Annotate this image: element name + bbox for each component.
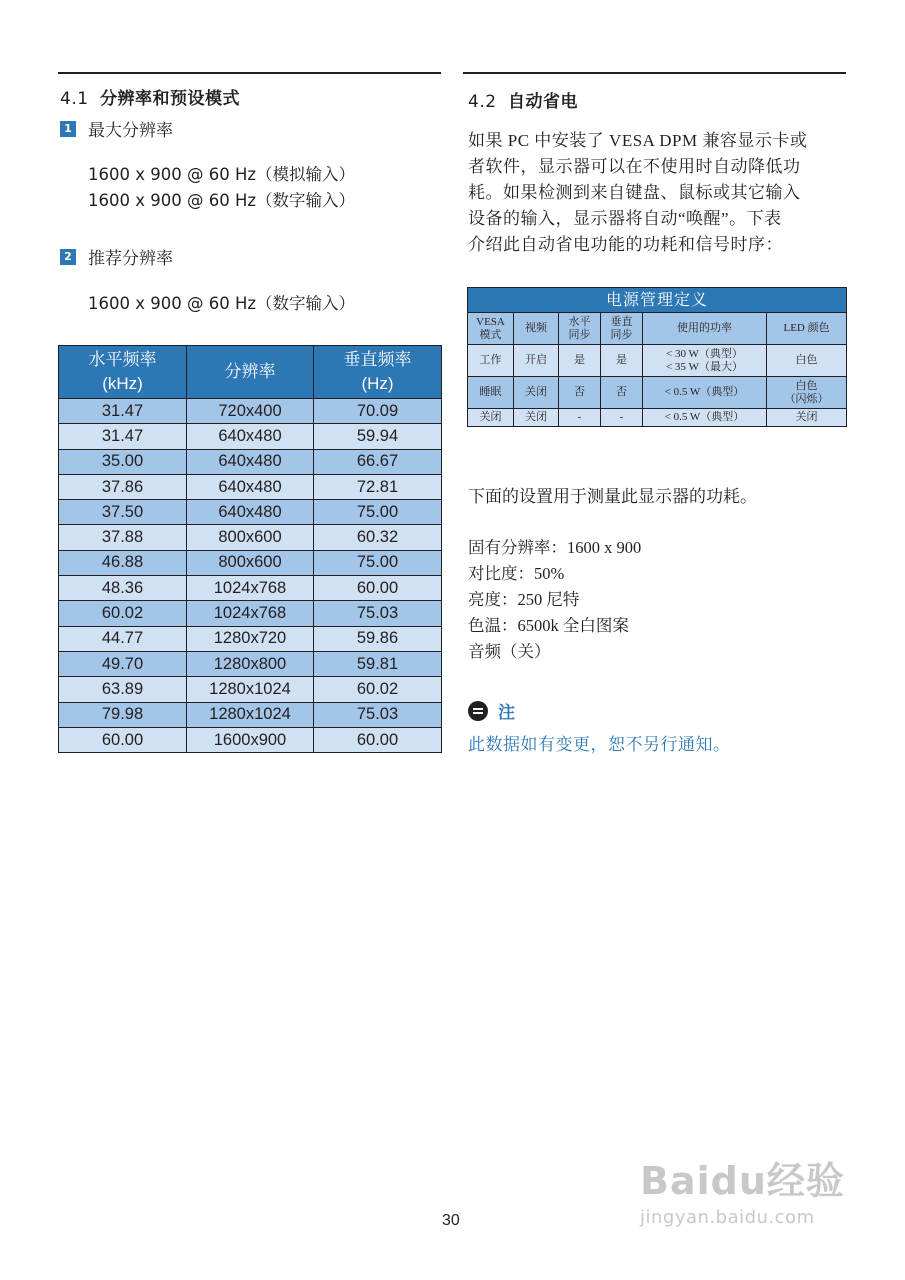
setting-brightness: 亮度：250 尼特 [468, 590, 580, 609]
section-4-2-heading [468, 87, 578, 112]
power-row [468, 377, 847, 409]
hfreq-cell: 63.89 [59, 677, 187, 702]
vfreq-cell: 59.86 [314, 626, 442, 651]
hfreq-cell: 35.00 [59, 449, 187, 474]
power-cell: < 0.5 W（典型） [643, 409, 767, 427]
resolution-cell: 720x400 [187, 399, 314, 424]
vfreq-cell: 72.81 [314, 474, 442, 499]
power-header-cell: VESA 模式 [468, 313, 514, 345]
note-text: 此数据如有变更，恕不另行通知。 [468, 735, 731, 754]
resolution-cell: 1280x800 [187, 651, 314, 676]
resolution-cell: 800x600 [187, 550, 314, 575]
power-table-caption: 电源管理定义 [468, 288, 847, 313]
power-cell: 白色 （闪烁） [767, 377, 847, 409]
table-row [59, 702, 442, 727]
table-row [59, 626, 442, 651]
resolution-cell: 800x600 [187, 525, 314, 550]
power-cell: 否 [601, 377, 643, 409]
power-cell: < 30 W（典型） < 35 W（最大） [643, 345, 767, 377]
measurement-settings [468, 535, 641, 665]
max-resolution-analog: 1600 x 900 @ 60 Hz（模拟输入） [88, 165, 356, 184]
power-header-row [468, 313, 847, 345]
power-table-caption-row [468, 288, 847, 313]
recommended-resolution-label: 推荐分辨率 [88, 249, 173, 269]
vfreq-cell: 59.81 [314, 651, 442, 676]
recommended-resolution-digital: 1600 x 900 @ 60 Hz（数字输入） [88, 294, 356, 313]
table-row [59, 651, 442, 676]
badge-2: 2 [60, 249, 76, 265]
vfreq-cell: 60.00 [314, 727, 442, 752]
max-resolution-label: 最大分辨率 [88, 121, 173, 141]
power-cell: < 0.5 W（典型） [643, 377, 767, 409]
power-cell: 工作 [468, 345, 514, 377]
power-cell: 关闭 [514, 377, 559, 409]
power-cell: 关闭 [514, 409, 559, 427]
resolution-cell: 640x480 [187, 449, 314, 474]
intro-line: 者软件，显示器可以在不使用时自动降低功 [468, 157, 801, 176]
vfreq-cell: 75.00 [314, 500, 442, 525]
recommended-resolution-heading [60, 244, 173, 269]
section-number: 4.2 [468, 92, 497, 112]
hfreq-cell: 48.36 [59, 576, 187, 601]
power-row [468, 345, 847, 377]
setting-color-temp: 色温：6500k 全白图案 [468, 616, 629, 635]
power-cell: 开启 [514, 345, 559, 377]
resolution-cell: 640x480 [187, 474, 314, 499]
table-row [59, 601, 442, 626]
hfreq-cell: 44.77 [59, 626, 187, 651]
table-row [59, 525, 442, 550]
power-cell: 是 [601, 345, 643, 377]
measure-intro: 下面的设置用于测量此显示器的功耗。 [468, 487, 757, 506]
table-row [59, 677, 442, 702]
watermark-logo [640, 1150, 845, 1228]
header-vfreq: 垂直频率 (Hz) [314, 346, 442, 399]
power-cell: - [559, 409, 601, 427]
badge-1: 1 [60, 121, 76, 137]
resolution-cell: 640x480 [187, 500, 314, 525]
note-heading [468, 698, 515, 723]
vfreq-cell: 60.02 [314, 677, 442, 702]
section-number: 4.1 [60, 89, 89, 109]
page-number: 30 [442, 1212, 460, 1229]
resolution-cell: 1280x1024 [187, 702, 314, 727]
hfreq-cell: 49.70 [59, 651, 187, 676]
resolution-cell: 1280x1024 [187, 677, 314, 702]
setting-audio: 音频（关） [468, 642, 551, 661]
resolution-cell: 640x480 [187, 424, 314, 449]
watermark-main: Baidu经验 [640, 1159, 845, 1203]
intro-line: 介绍此自动省电功能的功耗和信号时序： [468, 235, 783, 254]
resolution-cell: 1024x768 [187, 601, 314, 626]
vfreq-cell: 60.00 [314, 576, 442, 601]
vfreq-cell: 60.32 [314, 525, 442, 550]
vfreq-cell: 75.03 [314, 601, 442, 626]
power-row [468, 409, 847, 427]
timing-table [58, 345, 442, 753]
table-row [59, 576, 442, 601]
intro-line: 耗。如果检测到来自键盘、鼠标或其它输入 [468, 183, 801, 202]
note-title: 注 [498, 703, 515, 723]
setting-contrast: 对比度：50% [468, 564, 565, 583]
note-icon [468, 701, 488, 721]
hfreq-cell: 60.00 [59, 727, 187, 752]
max-resolution-digital: 1600 x 900 @ 60 Hz（数字输入） [88, 191, 356, 210]
vfreq-cell: 66.67 [314, 449, 442, 474]
vfreq-cell: 75.03 [314, 702, 442, 727]
section-4-1-heading [60, 84, 240, 109]
vfreq-cell: 59.94 [314, 424, 442, 449]
hfreq-cell: 31.47 [59, 399, 187, 424]
right-top-rule [463, 72, 846, 74]
setting-native-resolution: 固有分辨率：1600 x 900 [468, 538, 642, 557]
hfreq-cell: 31.47 [59, 424, 187, 449]
table-row [59, 727, 442, 752]
left-top-rule [58, 72, 441, 74]
power-header-cell: 水平 同步 [559, 313, 601, 345]
timing-header-row [59, 346, 442, 399]
power-intro-paragraph [468, 128, 846, 258]
power-header-cell: 视频 [514, 313, 559, 345]
vfreq-cell: 75.00 [314, 550, 442, 575]
power-header-cell: 使用的功率 [643, 313, 767, 345]
resolution-cell: 1600x900 [187, 727, 314, 752]
power-cell: 否 [559, 377, 601, 409]
hfreq-cell: 37.86 [59, 474, 187, 499]
power-cell: 睡眠 [468, 377, 514, 409]
table-row [59, 500, 442, 525]
power-header-cell: LED 颜色 [767, 313, 847, 345]
table-row [59, 474, 442, 499]
section-title: 自动省电 [508, 92, 578, 112]
watermark-sub: jingyan.baidu.com [640, 1207, 815, 1228]
power-cell: - [601, 409, 643, 427]
power-management-table [467, 287, 847, 427]
hfreq-cell: 46.88 [59, 550, 187, 575]
table-row [59, 449, 442, 474]
header-hfreq: 水平频率 (kHz) [59, 346, 187, 399]
power-cell: 关闭 [468, 409, 514, 427]
power-cell: 白色 [767, 345, 847, 377]
vfreq-cell: 70.09 [314, 399, 442, 424]
hfreq-cell: 37.88 [59, 525, 187, 550]
table-row [59, 399, 442, 424]
table-row [59, 550, 442, 575]
section-title: 分辨率和预设模式 [100, 89, 240, 109]
power-header-cell: 垂直 同步 [601, 313, 643, 345]
hfreq-cell: 37.50 [59, 500, 187, 525]
intro-line: 设备的输入，显示器将自动“唤醒”。下表 [468, 209, 782, 228]
table-row [59, 424, 442, 449]
header-resolution: 分辨率 [187, 346, 314, 399]
hfreq-cell: 60.02 [59, 601, 187, 626]
intro-line: 如果 PC 中安装了 VESA DPM 兼容显示卡或 [468, 131, 808, 150]
resolution-cell: 1280x720 [187, 626, 314, 651]
power-cell: 关闭 [767, 409, 847, 427]
hfreq-cell: 79.98 [59, 702, 187, 727]
resolution-cell: 1024x768 [187, 576, 314, 601]
max-resolution-heading [60, 116, 173, 141]
power-cell: 是 [559, 345, 601, 377]
